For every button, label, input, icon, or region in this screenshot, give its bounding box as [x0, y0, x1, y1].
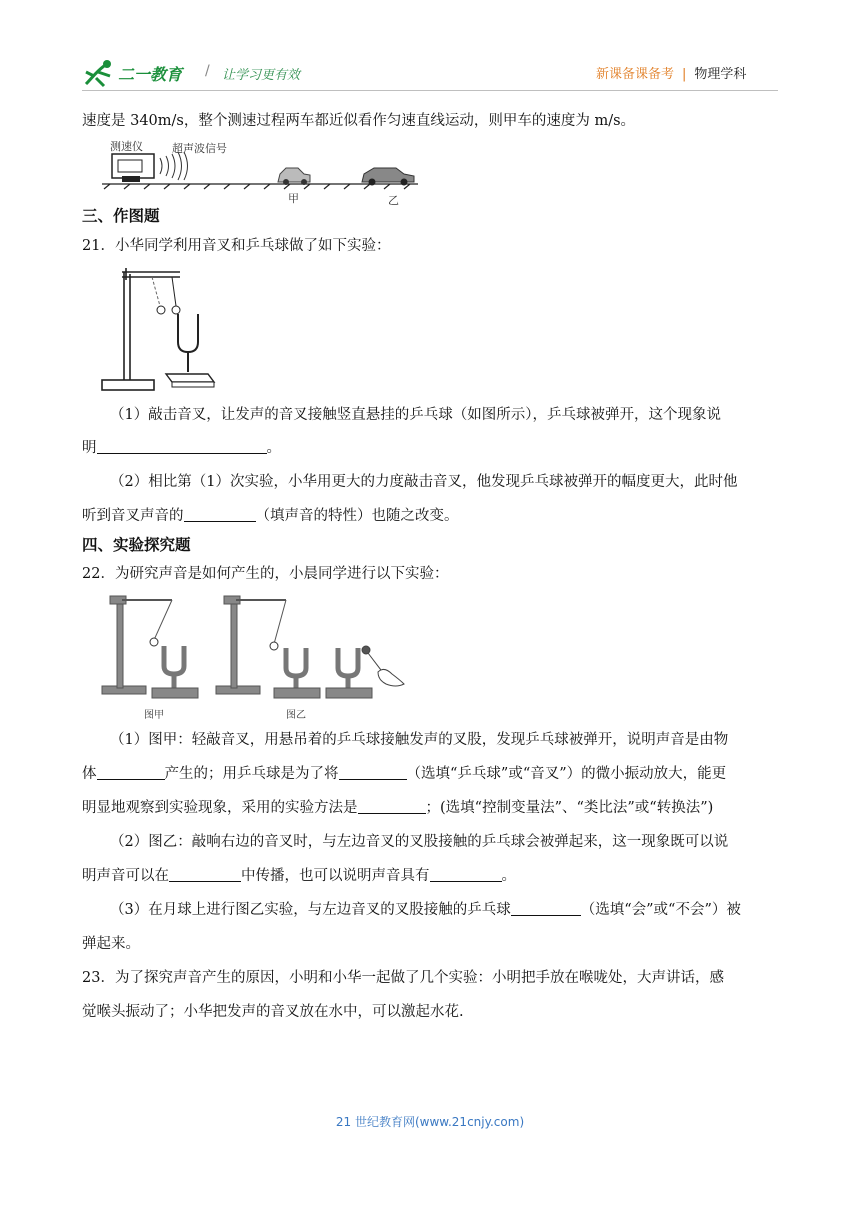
q22-p3-line2: 弹起来。 [82, 936, 140, 952]
signal-label: 超声波信号 [172, 142, 227, 155]
q22-stem: 22．为研究声音是如何产生的，小晨同学进行以下实验： [82, 566, 449, 582]
car-jia-label: 甲 [288, 192, 299, 205]
tuning-fork-icon [164, 646, 184, 688]
q22-p1-line3 [82, 798, 782, 818]
header-subject: 物理学科 [694, 67, 747, 82]
q21-stem: 21．小华同学利用音叉和乒乓球做了如下实验： [82, 238, 391, 254]
q21-p1-line2 [82, 438, 782, 458]
text-span: 明显地观察到实验现象，采用的实验方法是 [82, 800, 358, 816]
q22-p3-line1 [110, 900, 782, 920]
header-divider [82, 90, 778, 91]
text-span: ；(选填“控制变量法”、“类比法”或“转换法”) [425, 800, 714, 816]
text-span: 产生的；用乒乓球是为了将 [164, 766, 339, 782]
intro-line: 速度是 340m/s，整个测速过程两车都近似看作匀速直线运动，则甲车的速度为 m/s。 [82, 113, 636, 129]
answer-blank[interactable] [339, 765, 407, 780]
text-span: 明 [82, 440, 97, 456]
hand-mallet-icon [362, 646, 404, 686]
text-span: 体 [82, 766, 97, 782]
text-span: 听到音叉声音的 [82, 508, 184, 524]
q22-p2-line2 [82, 866, 782, 886]
tuning-fork-right-icon [338, 648, 358, 688]
sound-wave-icon [160, 152, 188, 180]
tuning-fork-icon [178, 314, 198, 372]
answer-blank[interactable] [97, 765, 165, 780]
speed-gun-icon [112, 154, 154, 182]
page-header [0, 0, 860, 100]
text-span: （3）在月球上进行图乙实验，与左边音叉的叉股接触的乒乓球 [110, 902, 511, 918]
speed-measure-figure [100, 138, 430, 208]
q22-p2-line1: （2）图乙：敲响右边的音叉时，与左边音叉的叉股接触的乒乓球会被弹起来，这一现象既可以说 [110, 834, 729, 850]
section-title-3: 三、作图题 [82, 207, 160, 225]
q22-p1-line2 [82, 764, 782, 784]
answer-blank[interactable] [358, 799, 426, 814]
brand-slogan: 让学习更有效 [222, 68, 301, 83]
car-yi-label: 乙 [388, 194, 399, 207]
text-span: （填声音的特性）也随之改变。 [255, 508, 459, 524]
header-right [596, 63, 746, 82]
q22-p1-line1: （1）图甲：轻敲音叉，用悬吊着的乒乓球接触发声的叉股，发现乒乓球被弹开，说明声音是由物 [110, 732, 729, 748]
q23-line1: 23．为了探究声音产生的原因，小明和小华一起做了几个实验：小明把手放在喉咙处，大声讲话，感 [82, 970, 724, 986]
runner-logo-icon [82, 58, 118, 88]
text-span: 明声音可以在 [82, 868, 169, 884]
fig-b-caption: 图乙 [286, 710, 306, 721]
car-jia-icon [278, 168, 310, 185]
tuning-fork-left-icon [286, 648, 306, 688]
header-course-label: 新课备课备考 [596, 67, 675, 82]
text-span: 。 [266, 440, 281, 456]
answer-blank[interactable] [430, 867, 502, 882]
answer-blank[interactable] [97, 439, 267, 454]
answer-blank[interactable] [169, 867, 241, 882]
q23-line2: 觉喉头振动了；小华把发声的音叉放在水中，可以激起水花. [82, 1004, 464, 1020]
header-slash: / [205, 63, 210, 79]
text-span: （选填“乒乓球”或“音叉”）的微小振动放大，能更 [406, 766, 727, 782]
answer-blank[interactable] [184, 507, 256, 522]
q21-figure [100, 262, 230, 396]
answer-blank[interactable] [511, 901, 581, 916]
q22-figure [100, 590, 420, 724]
text-span: （选填“会”或“不会”）被 [580, 902, 741, 918]
text-span: 。 [501, 868, 516, 884]
page-footer[interactable]: 21 世纪教育网(www.21cnjy.com) [335, 1115, 525, 1129]
text-span: 中传播，也可以说明声音具有 [241, 868, 430, 884]
q21-p2-line2 [82, 506, 782, 526]
brand-name: 二一教育 [118, 65, 183, 84]
device-label: 测速仪 [110, 140, 143, 153]
header-separator: | [682, 67, 687, 82]
fig-a-caption: 图甲 [144, 710, 164, 721]
car-yi-icon [362, 168, 414, 186]
section-title-4: 四、实验探究题 [82, 536, 191, 554]
q21-p1-line1: （1）敲击音叉，让发声的音叉接触竖直悬挂的乒乓球（如图所示），乒乓球被弹开，这个现象说 [110, 407, 721, 423]
q21-p2-line1: （2）相比第（1）次实验，小华用更大的力度敲击音叉，他发现乒乓球被弹开的幅度更大，此时他 [110, 474, 738, 490]
